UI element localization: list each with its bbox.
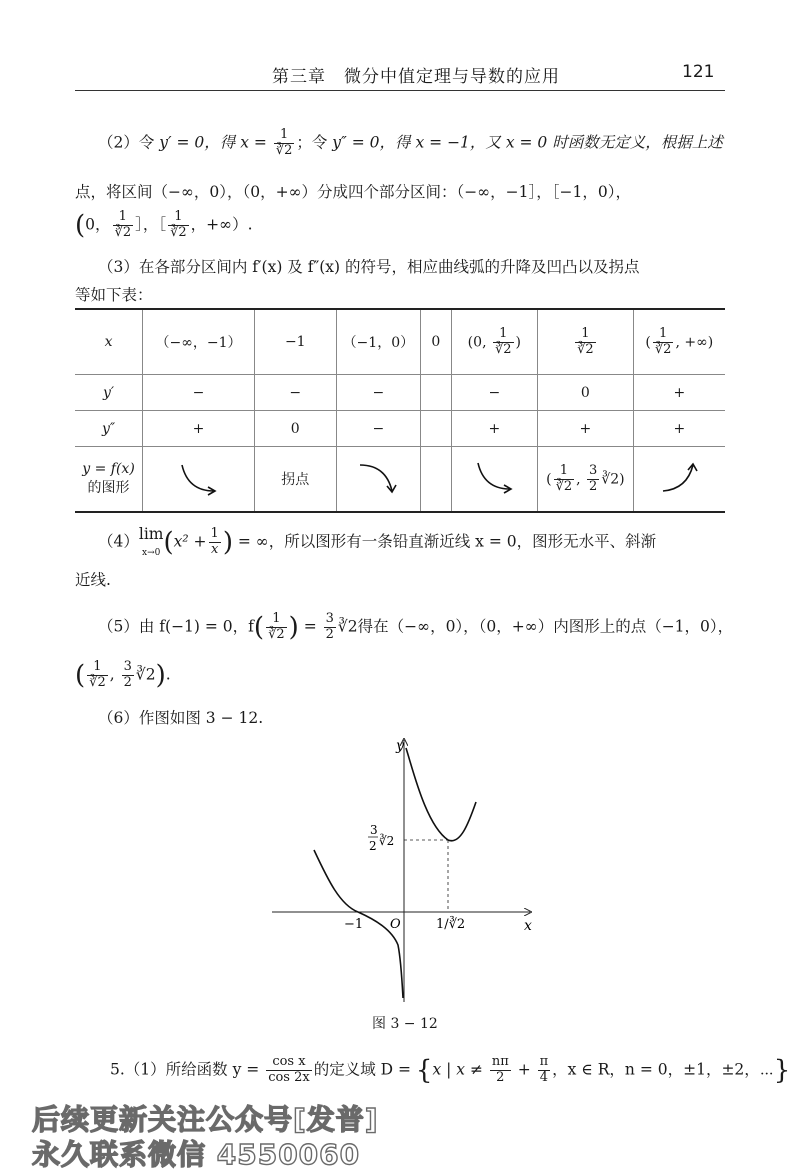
table-cell: + [143, 411, 255, 447]
table-cell: x [75, 309, 143, 375]
table-cell [421, 411, 452, 447]
tick-label-neg1: −1 [344, 917, 364, 932]
figure-caption: 图 3 − 12 [372, 1016, 438, 1032]
table-cell: + [633, 375, 725, 411]
para4-line1: （4）lim x→0 (x² + $\frac{1}{x}$ ) = ∞，所以图形有一条铅直渐近线 x = 0，图形无水平、斜渐 [98, 525, 657, 558]
watermark-line-2: 永久联系微信 4550060 [32, 1138, 361, 1171]
table-cell: (0, $\frac{1}{∛2}$ ) [451, 309, 537, 375]
table-row [75, 375, 725, 411]
table-cell: 0 [421, 309, 452, 375]
para5-line1: （5）由 f(−1) = 0，f( $\frac{1}{∛2}$ ) = $\frac{3}{2}$ ∛2得在（−∞，0），（0，+∞）内图形上的点（−1，0）， [98, 611, 734, 643]
para3-line2: 等如下表： [75, 286, 153, 304]
sign-table [75, 308, 725, 513]
para3-line1: （3）在各部分区间内 f′(x) 及 f″(x) 的符号，相应曲线弧的升降及凹凸以及拐点 [98, 258, 640, 276]
chapter-title: 第三章 微分中值定理与导数的应用 [272, 67, 560, 87]
table-cell: − [336, 375, 420, 411]
exercise-5-line: 5.（1）所给函数 y = $\frac{\text{cos x}}{\cos 2x}$ 的定义域 D = {x | x ≠ $\frac{n\pi}{2}$ + $\frac{\pi}{4}$ ，x ∈ R，n = 0，±1，±2，⋯} [110, 1054, 791, 1086]
table-cell: ( $\frac{1}{∛2}$ , $\frac{3}{2}$ ∛2) [538, 447, 634, 513]
table-cell: y = f(x) 的图形 [75, 447, 143, 513]
para2-line1: （2）令 y′ = 0，得 x = $\frac{1}{∛2}$ ；令 y″ = 0，得 x = −1，又 x = 0 时函数无定义，根据上述 [98, 127, 723, 158]
table-cell: −1 [254, 309, 336, 375]
decreasing-concave-up-arrow-icon [464, 457, 524, 497]
para2-line2: 点，将区间（−∞，0），（0，+∞）分成四个部分区间：（−∞，−1］，［−1，0）， [75, 183, 631, 201]
table-row [75, 411, 725, 447]
table-cell: + [451, 411, 537, 447]
tick-y-rad: ∛2 [379, 834, 395, 848]
table-row [75, 309, 725, 375]
table-row [75, 447, 725, 513]
table-cell: − [143, 375, 255, 411]
table-cell: 0 [538, 375, 634, 411]
page-number: 121 [682, 62, 715, 82]
table-cell [421, 447, 452, 513]
table-cell: − [336, 411, 420, 447]
x-axis-label: x [524, 918, 532, 934]
table-cell: 0 [254, 411, 336, 447]
table-cell [336, 447, 420, 513]
header-rule [75, 90, 725, 91]
para2-line3: (0， $\frac{1}{∛2}$ ］，［ $\frac{1}{∛2}$ ，+∞）. [75, 209, 253, 241]
table-cell: + [633, 411, 725, 447]
table-cell [143, 447, 255, 513]
table-cell [451, 447, 537, 513]
table-cell: 拐点 [254, 447, 336, 513]
table-cell: y″ [75, 411, 143, 447]
origin-label: O [390, 917, 401, 932]
tick-y-num: 3 [370, 823, 378, 837]
table-cell: $\frac{1}{∛2}$ [538, 309, 634, 375]
table-cell: + [538, 411, 634, 447]
tick-y-den: 2 [369, 839, 377, 853]
table-cell: y′ [75, 375, 143, 411]
increasing-concave-up-arrow-icon [649, 457, 709, 497]
tick-label-x: 1/∛2 [436, 917, 466, 932]
watermark-line-1: 后续更新关注公众号[发普] [32, 1103, 379, 1136]
para6: （6）作图如图 3 − 12. [98, 709, 264, 727]
table-cell: − [254, 375, 336, 411]
table-cell: ( $\frac{1}{∛2}$ , +∞) [633, 309, 725, 375]
decreasing-concave-up-arrow-icon [168, 457, 228, 497]
table-cell: − [451, 375, 537, 411]
table-cell [633, 447, 725, 513]
function-graph [268, 730, 548, 1010]
y-axis-label: y [396, 738, 404, 754]
fraction: $\frac{1}{∛2}$ [275, 127, 293, 158]
para5-line2: ( $\frac{1}{∛2}$ , $\frac{3}{2}$ ∛2). [75, 659, 171, 691]
decreasing-concave-down-arrow-icon [348, 457, 408, 497]
table-cell: （−1，0） [336, 309, 420, 375]
table-cell: （−∞，−1） [143, 309, 255, 375]
curve-right-branch [406, 748, 476, 841]
para4-line2: 近线. [75, 571, 111, 589]
table-cell [421, 375, 452, 411]
